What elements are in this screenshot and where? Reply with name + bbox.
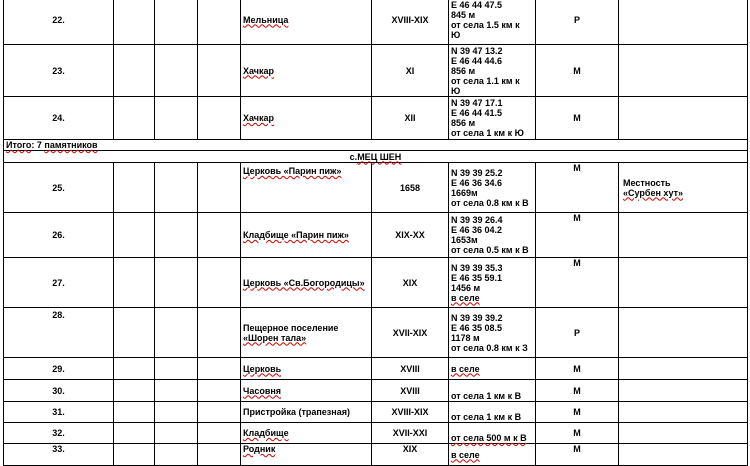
location-note: Местность «Сурбен хут»: [619, 163, 748, 213]
table-row: [4, 45, 748, 97]
coordinates: N 39 39 39.2 E 46 35 08.5 1178 м от села 0.8 км к З: [449, 308, 536, 358]
table-row: [4, 358, 748, 380]
period: XVIII: [372, 358, 449, 380]
monument-name: Пристройка (трапезная): [241, 402, 372, 423]
table-row: [4, 402, 748, 423]
monument-name: Хачкар: [241, 97, 372, 140]
coordinates: от села 1 км к В: [449, 380, 536, 402]
coordinates: N 39 39 26.4 E 46 36 04.2 1653м от села 0.5 км к В: [449, 213, 536, 258]
coordinates: от села 500 м к В: [449, 423, 536, 444]
monument-name: Часовня: [241, 380, 372, 402]
coordinates: в селе: [449, 444, 536, 466]
row-number: 31.: [4, 402, 114, 423]
monument-name: Хачкар: [241, 45, 372, 97]
category: М: [536, 163, 619, 213]
category: М: [536, 423, 619, 444]
category: М: [536, 380, 619, 402]
row-number: 33.: [4, 444, 114, 466]
coordinates: N 39 47 17.1 E 46 44 41.5 856 м от села 1 км к Ю: [449, 97, 536, 140]
category: Р: [536, 308, 619, 358]
table-row: [4, 97, 748, 140]
category: М: [536, 358, 619, 380]
category: М: [536, 45, 619, 97]
monument-name: Церковь «Св.Богородицы»: [241, 258, 372, 308]
table-row: [4, 0, 748, 45]
category: М: [536, 258, 619, 308]
table-row: [4, 308, 748, 358]
table-row: [4, 213, 748, 258]
table-row: [4, 163, 748, 213]
row-number: 23.: [4, 45, 114, 97]
row-number: 30.: [4, 380, 114, 402]
monument-name: Церковь: [241, 358, 372, 380]
row-number: 29.: [4, 358, 114, 380]
coordinates: N 39 39 25.2 E 46 36 34.6 1669м от села 0.8 км к В: [449, 163, 536, 213]
category: Р: [536, 0, 619, 45]
monument-name: Кладбище «Парин пиж»: [241, 213, 372, 258]
monument-name: Кладбище: [241, 423, 372, 444]
period: XIX-XX: [372, 213, 449, 258]
period: XVII-XXI: [372, 423, 449, 444]
coordinates: в селе: [449, 358, 536, 380]
category: М: [536, 97, 619, 140]
village-name: с.МЕЦ ШЕН: [4, 151, 748, 163]
period: 1658: [372, 163, 449, 213]
summary-row: [4, 140, 748, 151]
period: XVII-XIX: [372, 308, 449, 358]
period: XI: [372, 45, 449, 97]
coordinates: от села 1 км к В: [449, 402, 536, 423]
table-row: [4, 258, 748, 308]
row-number: 27.: [4, 258, 114, 308]
row-number: 28.: [4, 308, 114, 358]
category: М: [536, 444, 619, 466]
row-number: 22.: [4, 0, 114, 45]
row-number: 32.: [4, 423, 114, 444]
period: XIX: [372, 258, 449, 308]
row-number: 25.: [4, 163, 114, 213]
coordinates: N 39 39 35.3 E 46 35 59.1 1456 м в селе: [449, 258, 536, 308]
monuments-table: [3, 0, 748, 466]
table-row: [4, 444, 748, 466]
period: XVIII-XIX: [372, 0, 449, 45]
category: М: [536, 213, 619, 258]
monument-name: Мельница: [241, 0, 372, 45]
category: М: [536, 402, 619, 423]
row-number: 26.: [4, 213, 114, 258]
coordinates: N 39 47 13.2 E 46 44 44.6 856 м от села 1.1 км к Ю: [449, 45, 536, 97]
period: XVIII-XIX: [372, 402, 449, 423]
summary-text: Итого: 7 памятников: [4, 140, 748, 151]
coordinates: E 46 44 47.5 845 м от села 1.5 км к Ю: [449, 0, 536, 45]
table-row: [4, 380, 748, 402]
table-row: [4, 423, 748, 444]
period: XVIII: [372, 380, 449, 402]
village-row: [4, 151, 748, 163]
monument-name: Церковь «Парин пиж»: [241, 163, 372, 213]
period: XIX: [372, 444, 449, 466]
period: XII: [372, 97, 449, 140]
monument-name: Родник: [241, 444, 372, 466]
monument-name: Пещерное поселение «Шорен тала»: [241, 308, 372, 358]
row-number: 24.: [4, 97, 114, 140]
